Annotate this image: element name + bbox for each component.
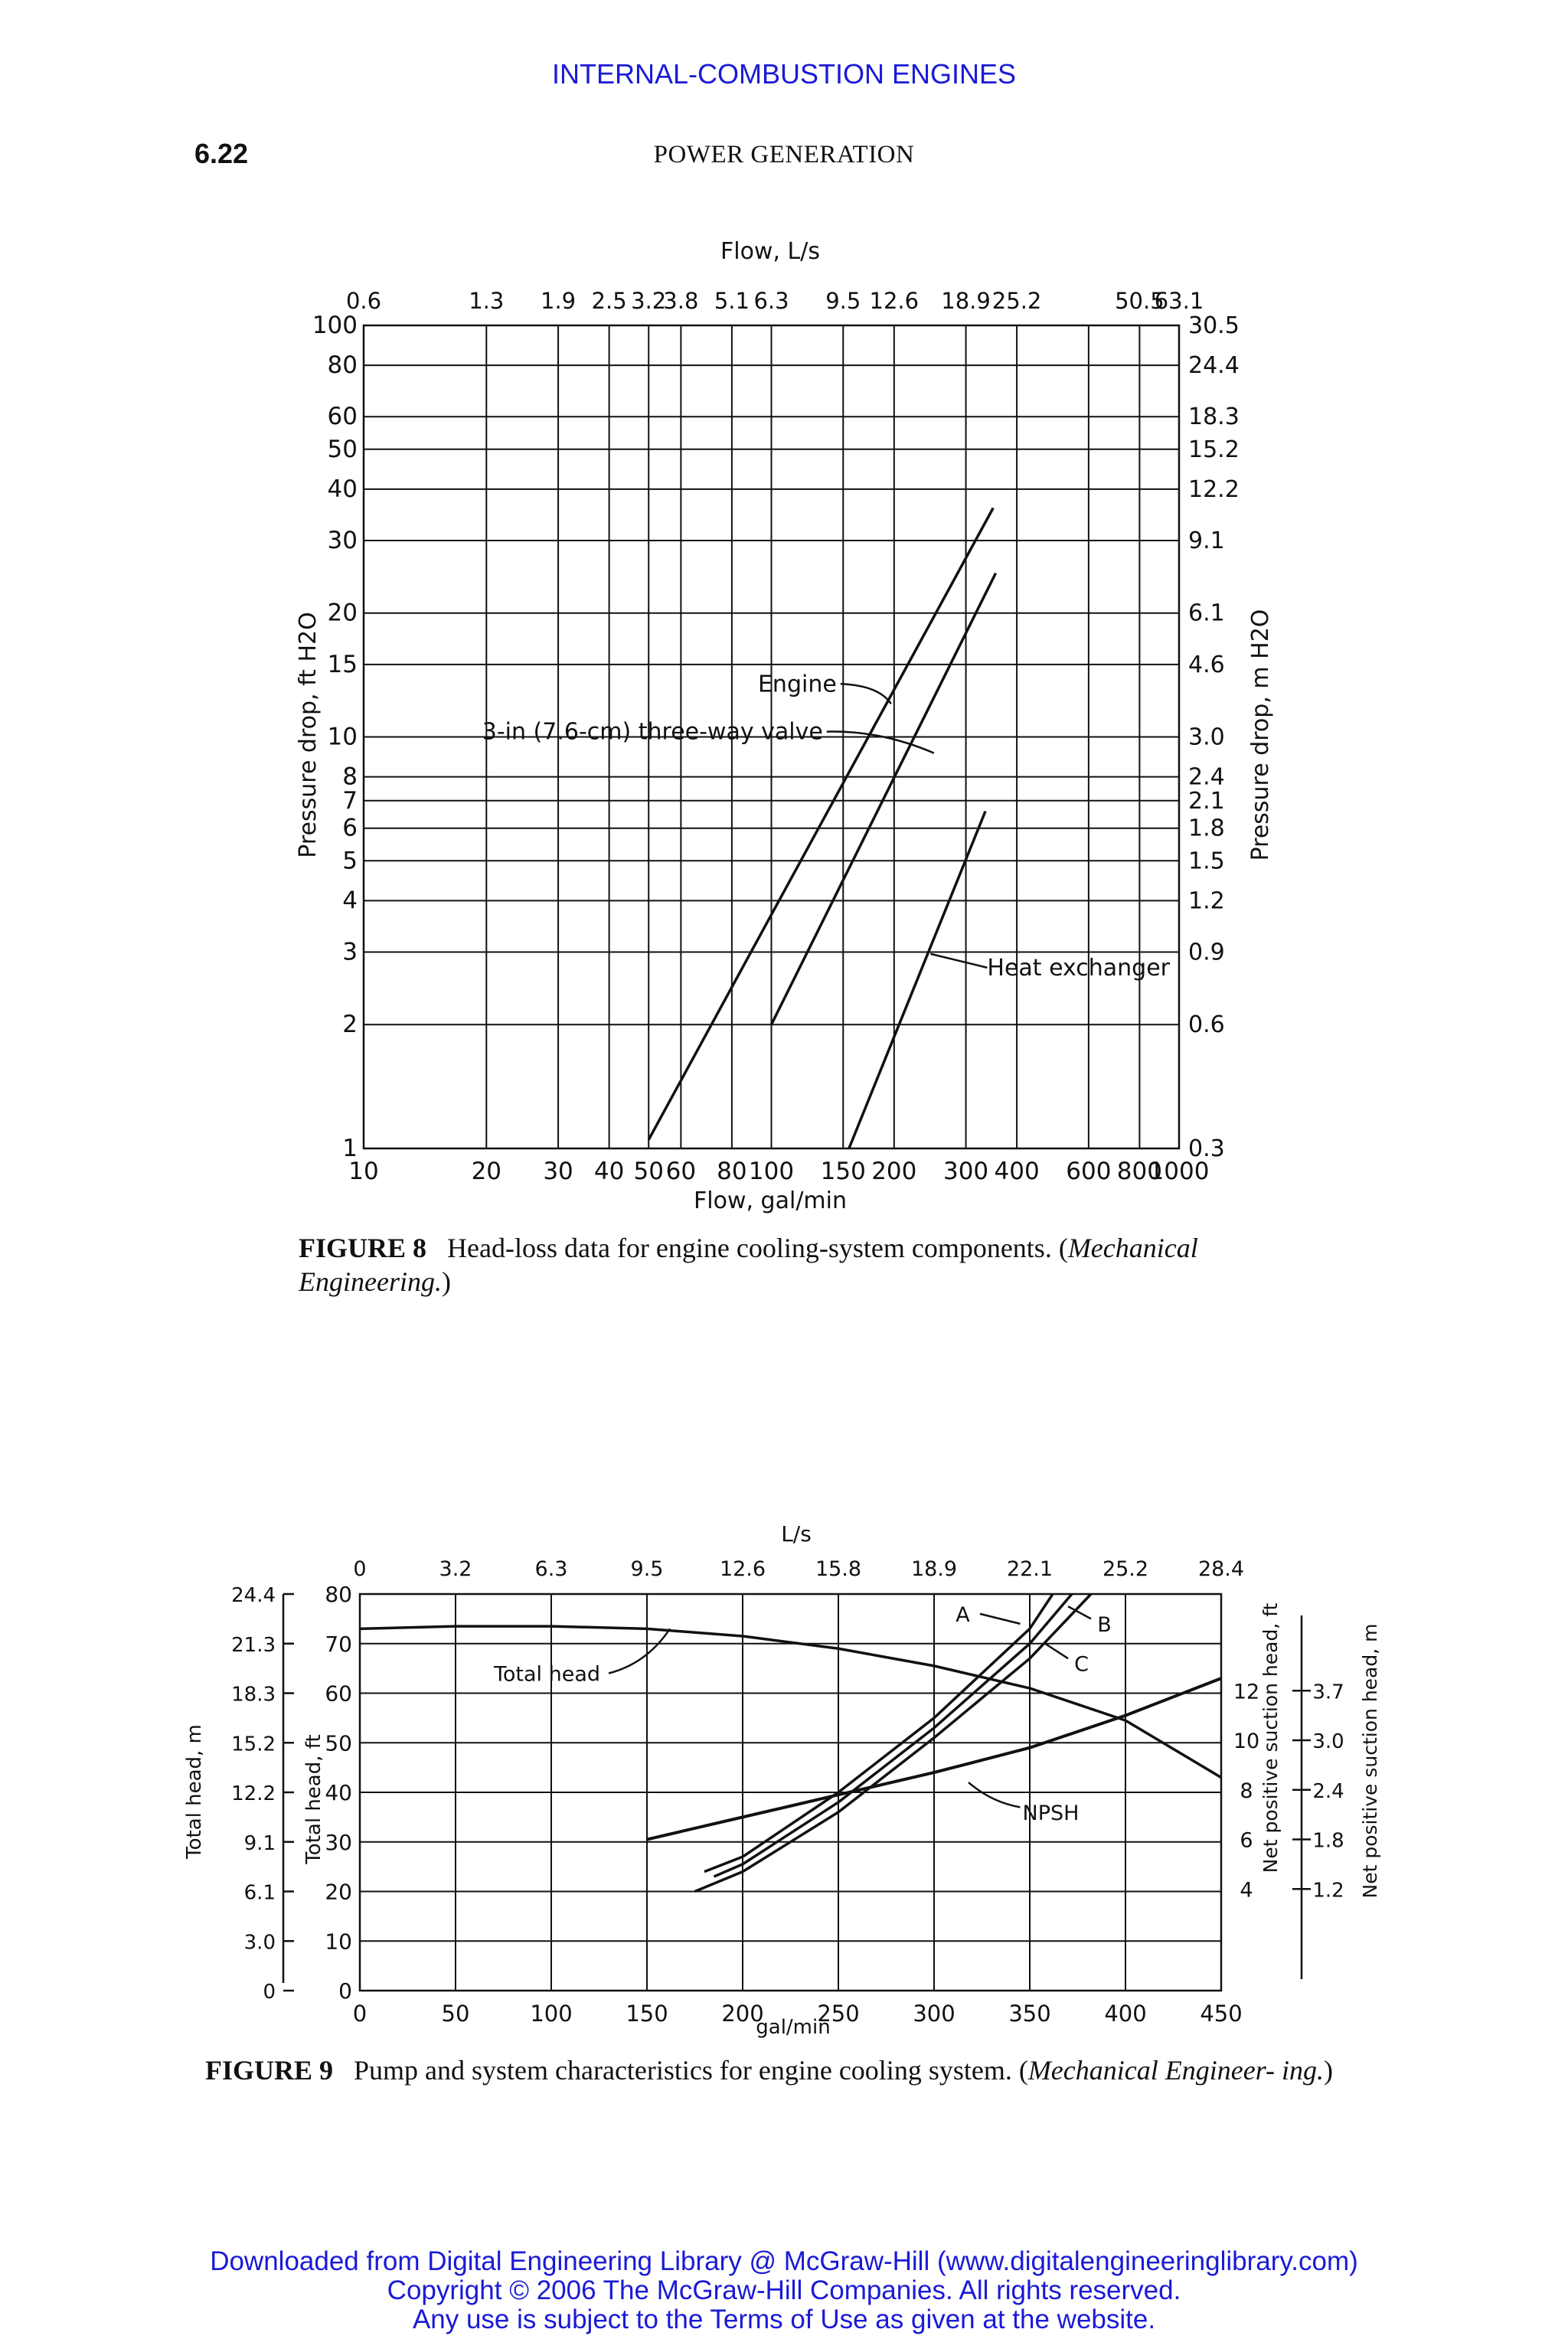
y-outer-tick-label: 24.4 [231,1584,276,1607]
figure-9-caption-end: ) [1323,2055,1333,2086]
x-tick-label: 200 [871,1158,917,1185]
leader-line-engine [841,684,891,704]
y-tick-label: 50 [327,435,358,463]
y-right-tick-label: 1.5 [1188,848,1225,875]
npsh-m-tick-label: 1.8 [1312,1829,1344,1853]
y-tick-label: 4 [342,887,358,915]
leader-line-npsh [969,1782,1021,1807]
x-top-tick-label: 3.2 [439,1557,472,1581]
x-tick-label: 250 [817,2001,860,2027]
y-outer-tick-label: 6.1 [243,1881,276,1905]
y-right-tick-label: 15.2 [1188,436,1240,463]
x-tick-label: 400 [994,1158,1040,1185]
y-tick-label: 15 [327,650,358,678]
figure-8-caption-source: Mechanical Engineering. [299,1233,1198,1297]
x-tick-label: 400 [1104,2001,1147,2027]
x-top-tick-label: 0.6 [345,288,382,314]
x-tick-label: 200 [721,2001,764,2027]
y-tick-label: 6 [342,814,358,842]
y-outer-tick-label: 18.3 [231,1683,276,1707]
y-outer-axis-title: Total head, m [183,1724,206,1859]
x-top-tick-label: 6.3 [534,1557,568,1581]
y-tick-label: 20 [327,599,358,627]
y-tick-label: 40 [327,475,358,503]
y-tick-label: 10 [327,723,358,751]
x-top-tick-label: 18.9 [910,1557,958,1581]
series-line [849,811,985,1148]
figure-8-chart [0,222,1568,1217]
x-tick-label: 1000 [1148,1158,1210,1185]
figure-9-label: FIGURE 9 [205,2055,334,2086]
x-tick-label: 30 [543,1158,573,1185]
y-right-tick-label: 6.1 [1188,599,1225,627]
npsh-ft-tick-label: 8 [1240,1779,1253,1803]
x-tick-label: 150 [820,1158,866,1185]
y-right-tick-label: 24.4 [1188,352,1240,380]
y-right-tick-label: 0.9 [1188,939,1225,966]
npsh-m-tick-label: 1.2 [1312,1879,1344,1903]
y-right-tick-label: 2.1 [1188,787,1225,815]
y-right-tick-label: 1.2 [1188,887,1225,915]
x-tick-label: 0 [352,2001,368,2027]
figure-8-caption-text: Head-loss data for engine cooling-system components. ( [447,1233,1068,1263]
annotation-heat-exchanger: Heat exchanger [987,954,1170,982]
x-tick-label: 100 [748,1158,795,1185]
y-right-tick-label: 4.6 [1188,651,1225,678]
leader-line-c [1045,1644,1068,1658]
chapter-link[interactable]: INTERNAL-COMBUSTION ENGINES [551,58,1017,90]
leader-line-b [1068,1606,1091,1619]
y-tick-label: 8 [342,763,358,791]
x-tick-label: 50 [441,2001,470,2027]
series-line [360,1626,1221,1777]
y-tick-label: 10 [325,1929,352,1955]
x-tick-label: 80 [717,1158,747,1185]
x-tick-label: 300 [913,2001,956,2027]
x-top-tick-label: 9.5 [825,288,861,314]
x-top-tick-label: 5.1 [714,288,750,314]
y-tick-label: 7 [342,786,358,815]
x-top-tick-label: 25.2 [991,288,1042,314]
y-axis-title: Pressure drop, ft H2O [295,612,322,858]
y-right-tick-label: 12.2 [1188,475,1240,503]
y-tick-label: 80 [327,351,358,380]
y-right-tick-label: 18.3 [1188,403,1240,431]
x-top-tick-label: 63.1 [1154,288,1204,314]
x-tick-label: 350 [1008,2001,1051,2027]
y-right-tick-label: 0.6 [1188,1011,1225,1039]
x-top-tick-label: 1.9 [541,288,577,314]
x-top-tick-label: 3.2 [631,288,667,314]
x-top-tick-label: 9.5 [630,1557,664,1581]
footer-copyright: Copyright © 2006 The McGraw-Hill Companies. All rights reserved. [387,2275,1181,2305]
annotation-valve: 3-in (7.6-cm) three-way valve [482,718,823,746]
npsh-m-tick-label: 2.4 [1312,1779,1344,1803]
y-outer-tick-label: 0 [263,1981,276,2004]
y-tick-label: 80 [325,1582,352,1607]
figure-9-caption [205,2053,1369,2087]
series-line [772,573,996,1025]
annotation-npsh: NPSH [1022,1801,1080,1825]
y-outer-tick-label: 12.2 [231,1782,276,1805]
figure-9-caption-source: Mechanical Engineer- ing. [1027,2055,1324,2086]
x-tick-label: 40 [593,1158,625,1185]
y-right-axis-title: Net positive suction head, ft [1259,1602,1282,1873]
y-tick-label: 30 [327,527,358,555]
y-tick-label: 50 [325,1730,352,1756]
npsh-ft-tick-label: 4 [1240,1878,1253,1903]
leader-line-heat-exchanger [930,954,987,968]
y-tick-label: 3 [342,938,358,966]
x-axis-title: gal/min [756,2016,831,2039]
x-tick-label: 100 [530,2001,573,2027]
x-top-tick-label: 50.5 [1115,288,1165,314]
npsh-ft-tick-label: 6 [1240,1828,1253,1853]
series-line [714,1594,1073,1877]
y-tick-label: 0 [338,1978,352,2004]
x-axis-title: Flow, gal/min [694,1187,847,1214]
figure-9-caption-text: Pump and system characteristics for engine cooling system. ( [354,2055,1028,2086]
x-tick-label: 450 [1200,2001,1243,2027]
y-outer-tick-label: 21.3 [231,1633,276,1657]
annotation-engine: Engine [757,671,837,698]
y-axis-title: Total head, ft [302,1734,325,1864]
y-tick-label: 60 [325,1681,352,1707]
y-outer-tick-label: 9.1 [243,1831,276,1855]
x-tick-label: 20 [471,1158,502,1185]
leader-line-total-head [609,1628,670,1673]
npsh-m-tick-label: 3.0 [1312,1730,1344,1754]
y-right-tick-label: 30.5 [1188,312,1240,339]
x-top-axis-title: L/s [781,1521,812,1547]
footer [0,2247,1568,2334]
y-tick-label: 2 [342,1011,358,1039]
x-top-tick-label: 22.1 [1006,1557,1054,1581]
y-right-tick-label: 2.4 [1188,763,1225,791]
series-line [648,508,993,1139]
y-right-tick-label: 3.0 [1188,724,1225,751]
figure-9-chart [0,1508,1568,2044]
x-top-tick-label: 25.2 [1102,1557,1149,1581]
y-tick-label: 20 [325,1879,352,1905]
y-tick-label: 40 [325,1780,352,1805]
x-tick-label: 150 [626,2001,668,2027]
npsh-ft-tick-label: 10 [1233,1730,1260,1754]
y-right-tick-label: 0.3 [1188,1135,1225,1162]
x-top-tick-label: 15.8 [815,1557,862,1581]
x-tick-label: 300 [942,1158,989,1185]
footer-download-link[interactable]: Downloaded from Digital Engineering Library @ McGraw-Hill (www.digitalengineeringlibrary.com) [210,2246,1358,2276]
figure-8-caption [299,1231,1279,1298]
y-tick-label: 1 [342,1135,358,1162]
y-tick-label: 60 [327,403,358,431]
leader-line-a [980,1614,1021,1624]
y-tick-label: 5 [342,847,358,875]
y-tick-label: 70 [325,1631,352,1657]
x-tick-label: 50 [633,1158,664,1185]
y-right-tick-label: 1.8 [1188,815,1225,842]
annotation-total-head: Total head [494,1662,601,1687]
y-right-tick-label: 9.1 [1188,528,1225,555]
x-top-axis-title: Flow, L/s [720,238,821,265]
y-outer-tick-label: 15.2 [231,1733,276,1756]
x-tick-label: 800 [1116,1158,1162,1185]
x-top-tick-label: 3.8 [663,288,699,314]
x-top-tick-label: 0 [353,1557,367,1581]
y-right-outer-axis-title: Net positive suction head, m [1359,1623,1381,1899]
annotation-a: A [956,1602,970,1627]
running-title: POWER GENERATION [653,141,915,168]
npsh-m-tick-label: 3.7 [1312,1681,1344,1704]
annotation-b: B [1097,1612,1112,1637]
figure-8-caption-end: ) [441,1266,451,1297]
x-top-tick-label: 2.5 [591,288,627,314]
x-tick-label: 10 [348,1158,379,1185]
x-top-tick-label: 18.9 [941,288,991,314]
x-tick-label: 60 [665,1158,697,1185]
y-outer-tick-label: 3.0 [243,1931,276,1955]
annotation-c: C [1074,1652,1089,1677]
x-top-tick-label: 6.3 [753,288,789,314]
npsh-ft-tick-label: 12 [1233,1680,1260,1704]
x-top-tick-label: 12.6 [869,288,920,314]
x-top-tick-label: 12.6 [719,1557,766,1581]
figure-8-label: FIGURE 8 [299,1233,427,1263]
series-line [704,1594,1053,1872]
footer-terms: Any use is subject to the Terms of Use as given at the website. [412,2305,1156,2334]
x-top-tick-label: 28.4 [1197,1557,1245,1581]
y-right-axis-title: Pressure drop, m H2O [1247,609,1274,861]
y-tick-label: 30 [325,1829,352,1855]
x-top-tick-label: 1.3 [469,288,505,314]
x-tick-label: 600 [1066,1158,1112,1185]
page-number: 6.22 [194,138,249,169]
y-tick-label: 100 [312,312,358,339]
